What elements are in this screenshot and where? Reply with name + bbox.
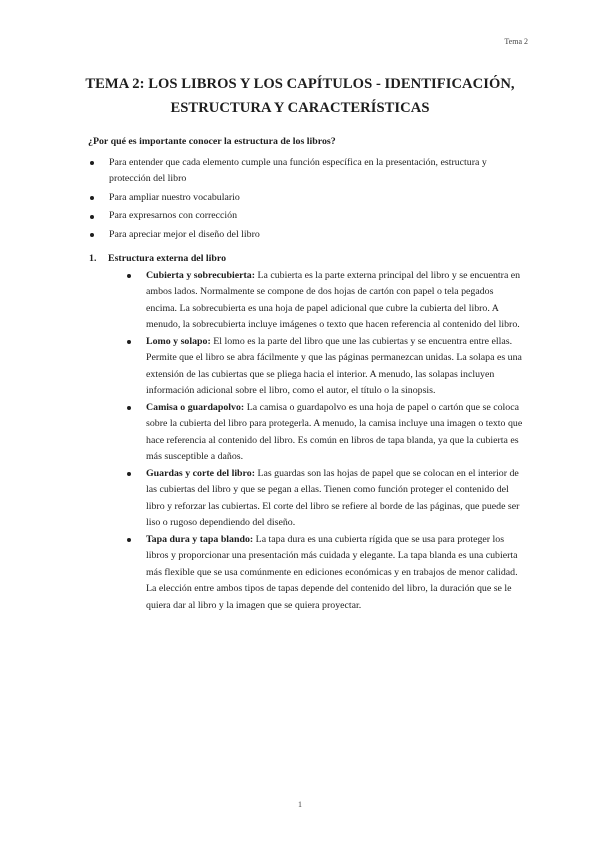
section-heading <box>88 251 526 268</box>
page-number: 1 <box>298 800 302 809</box>
section-number: 1. <box>89 253 97 264</box>
definition: La tapa dura es una cubierta rígida que se usa para proteger los libros y proporcionar una presentación más cuidada y elegante. La tapa blanda es una cubierta más flexible que se usa comúnmente en ediciones económicas y en trabajos de menor calidad. La elección entre ambos tipos de tapas depende del contenido del libro, la duración que se le quiera dar al libro y la imagen que se quiera proyectar. <box>146 533 518 611</box>
definition: Las guardas son las hojas de papel que se colocan en el interior de las cubiertas del libro y que se pegan a ellas. Tienen como función proteger el contenido del libro y reforzar las cubiertas. El corte del libro se refiere al borde de las páginas, que puede ser liso o rugoso dependiendo del diseño. <box>146 467 520 528</box>
term: Camisa o guardapolvo: <box>146 401 245 413</box>
term: Cubierta y sobrecubierta: <box>146 269 255 281</box>
list-item <box>126 466 526 532</box>
term: Guardas y corte del libro: <box>146 467 255 479</box>
page-title: TEMA 2: LOS LIBROS Y LOS CAPÍTULOS - IDENTIFICACIÓN, ESTRUCTURA Y CARACTERÍSTICAS <box>85 76 515 116</box>
list-item: Para apreciar mejor el diseño del libro <box>88 227 526 244</box>
list-item: Para entender que cada elemento cumple una función específica en la presentación, estructura y protección del libro <box>88 155 526 188</box>
section-list <box>126 268 526 615</box>
running-header: Tema 2 <box>504 37 528 46</box>
section-title: Estructura externa del libro <box>108 253 227 264</box>
document-body <box>88 134 526 614</box>
list-item <box>126 334 526 400</box>
intro-question: ¿Por qué es importante conocer la estructura de los libros? <box>88 136 336 147</box>
definition: La cubierta es la parte externa principal del libro y se encuentra en ambos lados. Normalmente se compone de dos hojas de cartón con papel o tela pegados encima. La sobrecubierta es una hoja de papel adicional que cubre la cubierta del libro. A menudo, la sobrecubierta incluye imágenes o texto que hacen referencia al contenido del libro. <box>146 269 521 330</box>
definition: El lomo es la parte del libro que une las cubiertas y se encuentra entre ellas. Permite que el libro se abra fácilmente y que las páginas permanezcan unidas. La solapa es una extensión de las cubiertas que se pliega hacia el interior. A menudo, las solapas incluyen información adicional sobre el libro, como el autor, el título o la sinopsis. <box>146 335 522 396</box>
term: Tapa dura y tapa blando: <box>146 533 254 545</box>
list-item: Para expresarnos con corrección <box>88 208 526 225</box>
definition: La camisa o guardapolvo es una hoja de papel o cartón que se coloca sobre la cubierta del libro para protegerla. A menudo, la camisa incluye una imagen o texto que hace referencia al contenido del libro. Es común en libros de tapa blanda, ya que la cubierta es más susceptible a daños. <box>146 401 523 462</box>
list-item: Para ampliar nuestro vocabulario <box>88 190 526 207</box>
term: Lomo y solapo: <box>146 335 211 347</box>
list-item <box>126 400 526 466</box>
intro-list <box>88 155 526 244</box>
list-item <box>126 532 526 615</box>
list-item <box>126 268 526 334</box>
